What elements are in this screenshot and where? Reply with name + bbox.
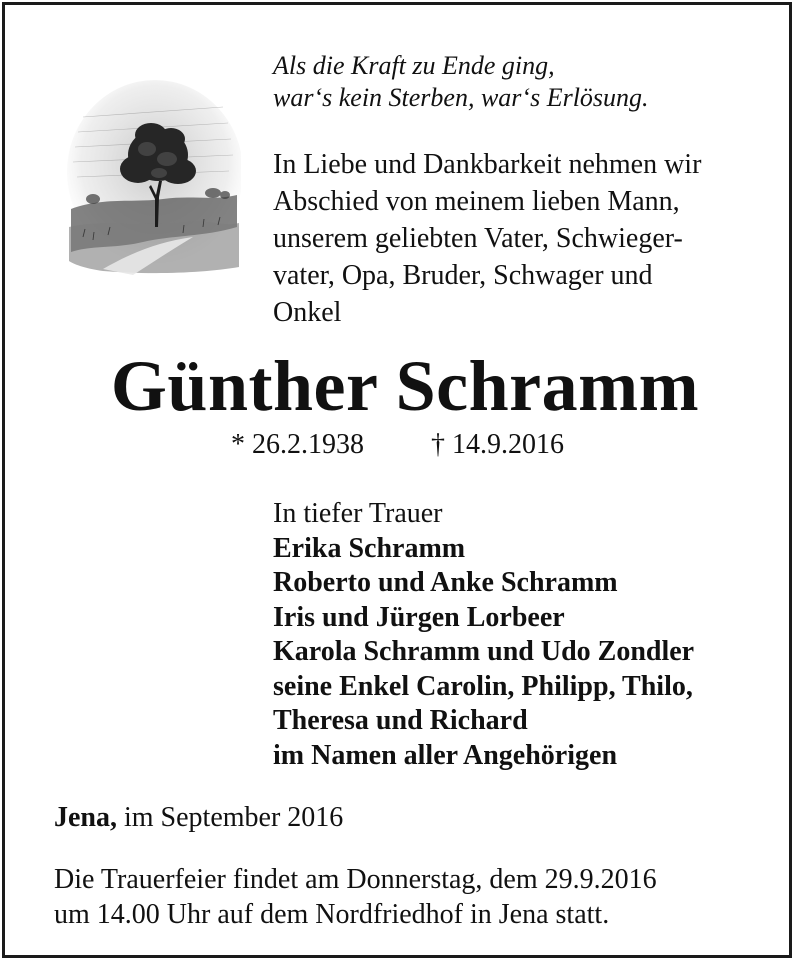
motto-line: Als die Kraft zu Ende ging, bbox=[273, 51, 555, 80]
mourner-name: Erika Schramm bbox=[273, 532, 466, 564]
place-and-date bbox=[54, 800, 343, 836]
place-date: im September 2016 bbox=[117, 802, 344, 833]
funeral-notice bbox=[54, 862, 657, 932]
birth-date: * 26.2.1938 bbox=[231, 429, 364, 460]
mourner-name: Theresa und Richard bbox=[273, 705, 528, 736]
mourner-name: Iris und Jürgen Lorbeer bbox=[273, 601, 565, 633]
mourner-name: im Namen aller Angehörigen bbox=[273, 739, 618, 771]
mourners-heading: In tiefer Trauer bbox=[273, 498, 443, 529]
farewell-line: In Liebe und Dankbarkeit nehmen wir bbox=[273, 149, 702, 180]
farewell-line: unserem geliebten Vater, Schwieger- bbox=[273, 223, 683, 254]
tree-landscape-icon bbox=[63, 77, 241, 277]
motto-line: war‘s kein Sterben, war‘s Erlösung. bbox=[273, 83, 649, 112]
obituary-notice-frame bbox=[2, 2, 792, 958]
farewell-text bbox=[273, 146, 701, 331]
funeral-line: Die Trauerfeier findet am Donnerstag, dem 29.9.2016 bbox=[54, 864, 657, 895]
deceased-name: Günther Schramm bbox=[110, 346, 700, 426]
funeral-line: um 14.00 Uhr auf dem Nordfriedhof in Jena statt. bbox=[54, 899, 610, 930]
farewell-line: Onkel bbox=[273, 297, 342, 328]
mourners-list bbox=[273, 497, 694, 773]
mourner-name: seine Enkel Carolin, Philipp, Thilo, bbox=[273, 670, 693, 702]
death-date: † 14.9.2016 bbox=[431, 429, 564, 460]
motto-verse bbox=[273, 50, 649, 114]
place-city: Jena, bbox=[54, 802, 117, 833]
farewell-line: vater, Opa, Bruder, Schwager und bbox=[273, 260, 653, 291]
mourner-name: Roberto und Anke Schramm bbox=[273, 567, 618, 598]
mourner-name: Karola Schramm und Udo Zondler bbox=[273, 636, 695, 667]
farewell-line: Abschied von meinem lieben Mann, bbox=[273, 186, 680, 217]
